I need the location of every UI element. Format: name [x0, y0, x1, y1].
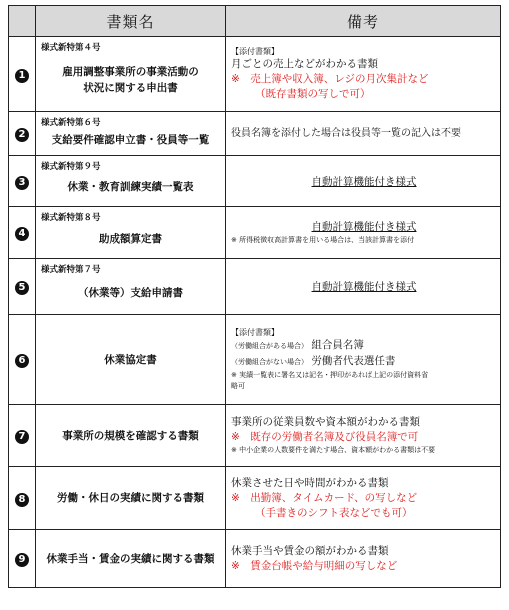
notes-cell	[226, 315, 501, 405]
table-row	[9, 112, 501, 156]
note-line-red: ※ 賃金台帳や給与明細の写しなど	[231, 559, 398, 572]
document-name-line: 休業・教育訓練実績一覧表	[67, 181, 194, 193]
table-row	[9, 259, 501, 315]
document-name-cell	[36, 259, 226, 315]
note-line: 事業所の従業員数や資本額がわかる書類	[231, 416, 420, 428]
auto-calc-label: 自動計算機能付き様式	[311, 281, 417, 293]
notes-cell	[226, 156, 501, 207]
table-row	[9, 530, 501, 588]
row-number	[9, 112, 36, 156]
document-name-cell	[36, 112, 226, 156]
note-line: 月ごとの売上などがわかる書類	[231, 58, 378, 70]
note-line-small: 略可	[231, 382, 245, 390]
document-name-cell	[36, 37, 226, 112]
note-line-red: （手書きのシフト表などでも可）	[255, 506, 413, 519]
note-line-small: ※ 中小企業の人数要件を満たす場合、資本額がわかる書類は不要	[231, 446, 436, 454]
note-line-red: ※ 既存の労働者名簿及び役員名簿で可	[231, 431, 419, 443]
document-name-line: 休業手当・賃金の実績に関する書類	[46, 552, 215, 565]
notes-cell	[226, 112, 501, 156]
row-number	[9, 207, 36, 259]
notes-cell	[226, 259, 501, 315]
circled-number: 3	[15, 176, 29, 190]
attachment-heading: 【添付書類】	[231, 47, 279, 56]
circled-number: 8	[15, 493, 29, 507]
notes-cell	[226, 530, 501, 588]
document-name-line: 状況に関する申出書	[83, 82, 178, 94]
circled-number: 2	[15, 128, 29, 142]
document-name-cell	[36, 467, 226, 530]
required-documents-table	[8, 5, 501, 588]
document-name-line: 休業協定書	[104, 353, 157, 366]
circled-number: 6	[15, 354, 29, 368]
form-number: 様式新特第９号	[41, 162, 101, 172]
table-row	[9, 156, 501, 207]
document-name-line: 労働・休日の実績に関する書類	[57, 492, 204, 504]
document-name-line: （休業等）支給申請書	[78, 286, 183, 299]
auto-calc-label: 自動計算機能付き様式	[311, 221, 417, 233]
document-name-line: 雇用調整事業所の事業活動の	[62, 66, 199, 78]
form-number: 様式新特第４号	[41, 43, 101, 53]
note-line-small: ※ 実績一覧表に署名又は記名・押印があれば上記の添付資料省	[231, 371, 429, 379]
row-number	[9, 467, 36, 530]
attachment-heading: 【添付書類】	[231, 328, 279, 337]
document-name-cell	[36, 530, 226, 588]
table-row	[9, 37, 501, 112]
form-number: 様式新特第７号	[41, 265, 101, 275]
circled-number: 1	[15, 69, 29, 83]
row-number	[9, 405, 36, 467]
note-condition: （労働組合がない場合）	[231, 358, 308, 366]
table-row	[9, 207, 501, 259]
header-document-name: 書類名	[36, 6, 226, 37]
row-number	[9, 315, 36, 405]
auto-calc-label: 自動計算機能付き様式	[311, 175, 417, 188]
circled-number: 7	[15, 430, 29, 444]
note-line-red: ※ 売上簿や収入簿、レジの月次集計など	[231, 73, 429, 85]
document-name-cell	[36, 156, 226, 207]
note-document: 労働者代表選任書	[311, 355, 396, 367]
row-number	[9, 259, 36, 315]
circled-number: 4	[15, 227, 29, 241]
document-name-line: 助成額算定書	[99, 232, 162, 245]
document-name-cell	[36, 405, 226, 467]
note-line-red: ※ 出勤簿、タイムカード、の写しなど	[231, 491, 418, 504]
notes-cell	[226, 37, 501, 112]
circled-number: 5	[15, 281, 29, 295]
document-name-line: 支給要件確認申立書・役員等一覧	[51, 133, 210, 146]
table-row	[9, 315, 501, 405]
header-notes: 備考	[226, 6, 501, 37]
note-document: 組合員名簿	[311, 339, 364, 351]
note-line-small: ※ 所得税徴収高計算書を用いる場合は、当該計算書を添付	[231, 236, 415, 244]
note-line: 休業手当や賃金の額がわかる書類	[231, 544, 389, 557]
row-number	[9, 530, 36, 588]
notes-cell	[226, 405, 501, 467]
notes-cell	[226, 467, 501, 530]
document-name-cell	[36, 207, 226, 259]
note-line	[231, 354, 497, 370]
note-line: 役員名簿を添付した場合は役員等一覧の記入は不要	[231, 128, 461, 139]
note-line	[231, 338, 497, 354]
document-name-cell	[36, 315, 226, 405]
row-number	[9, 37, 36, 112]
note-condition: （労働組合がある場合）	[231, 342, 308, 350]
row-number	[9, 156, 36, 207]
form-number: 様式新特第６号	[41, 118, 101, 128]
document-name-line: 事業所の規模を確認する書類	[62, 429, 199, 442]
table-row	[9, 405, 501, 467]
notes-cell	[226, 207, 501, 259]
circled-number: 9	[15, 553, 29, 567]
table-row	[9, 467, 501, 530]
note-line-red: （既存書類の写しで可）	[255, 88, 371, 100]
note-line: 休業させた日や時間がわかる書類	[231, 476, 389, 489]
form-number: 様式新特第８号	[41, 213, 101, 223]
header-number-cell	[9, 6, 36, 37]
table-header-row	[9, 6, 501, 37]
